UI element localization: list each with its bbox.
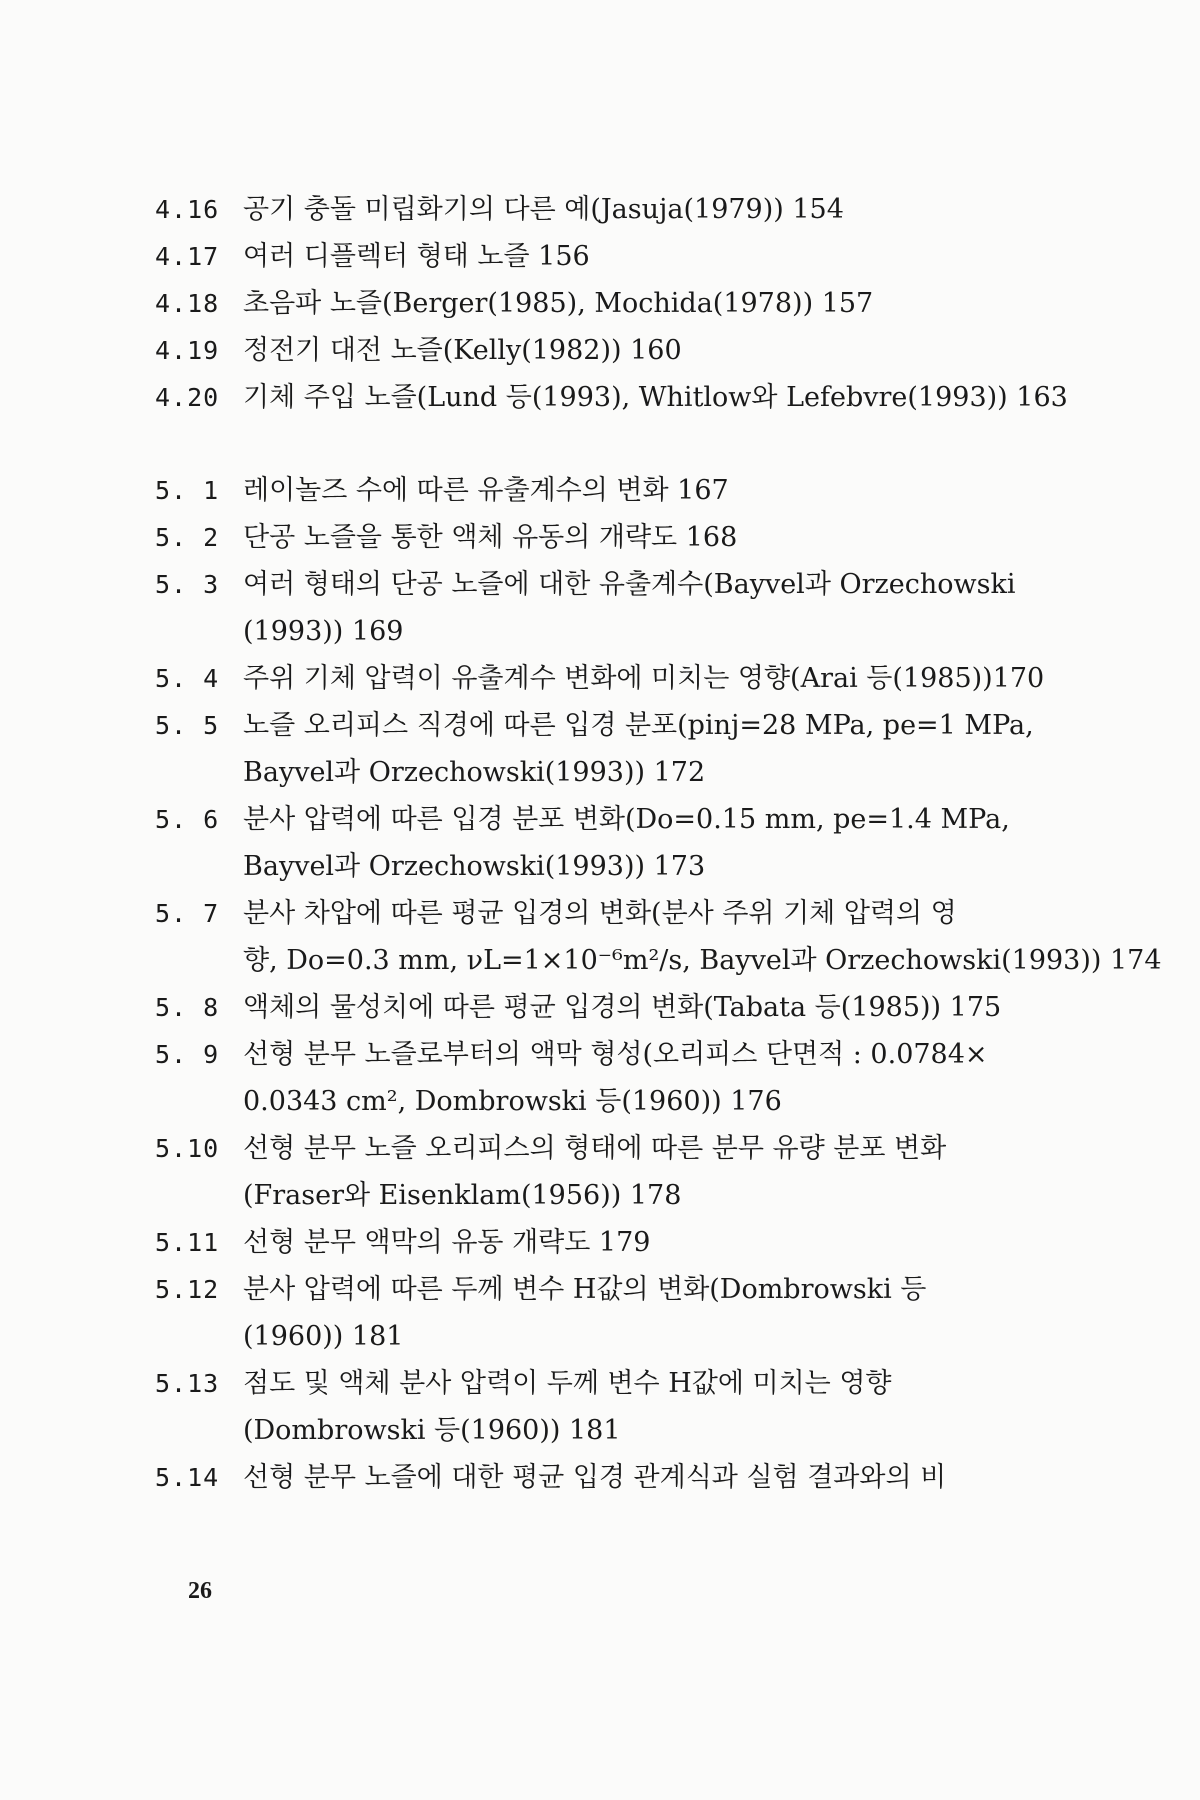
entry-title: 초음파 노즐(Berger(1985), Mochida(1978)) 157 bbox=[243, 288, 874, 319]
entry-title: 분사 차압에 따른 평균 입경의 변화(분사 주위 기체 압력의 영 bbox=[243, 898, 957, 929]
figure-list-section-4 bbox=[0, 186, 1200, 421]
entry-title: 주위 기체 압력이 유출계수 변화에 미치는 영향(Arai 등(1985))170 bbox=[243, 663, 1045, 694]
entry-number: 5.13 bbox=[155, 1369, 220, 1398]
entry-title: 액체의 물성치에 따른 평균 입경의 변화(Tabata 등(1985)) 175 bbox=[243, 992, 1002, 1023]
list-entry bbox=[0, 1125, 1200, 1219]
entry-title: 기체 주입 노즐(Lund 등(1993), Whitlow와 Lefebvre(1993)) 163 bbox=[243, 382, 1068, 413]
figure-list-section-5 bbox=[0, 467, 1200, 1501]
entry-number: 5. 2 bbox=[155, 523, 220, 552]
entry-number: 5. 6 bbox=[155, 805, 220, 834]
list-entry bbox=[0, 655, 1200, 702]
entry-title-continued: (Fraser와 Eisenklam(1956)) 178 bbox=[243, 1180, 682, 1211]
entry-title: 레이놀즈 수에 따른 유출계수의 변화 167 bbox=[243, 475, 729, 506]
entry-number: 4.18 bbox=[155, 289, 220, 318]
entry-title-continued: Bayvel과 Orzechowski(1993)) 173 bbox=[243, 851, 706, 882]
entry-number: 5. 7 bbox=[155, 899, 220, 928]
entry-title: 정전기 대전 노즐(Kelly(1982)) 160 bbox=[243, 335, 682, 366]
list-entry bbox=[0, 1266, 1200, 1360]
list-entry bbox=[0, 984, 1200, 1031]
entry-title-continued: (1960)) 181 bbox=[243, 1321, 404, 1352]
entry-number: 5. 4 bbox=[155, 664, 220, 693]
entry-title-continued: (1993)) 169 bbox=[243, 616, 404, 647]
page-number: 26 bbox=[188, 1578, 212, 1604]
entry-title-continued: 0.0343 cm², Dombrowski 등(1960)) 176 bbox=[243, 1086, 782, 1117]
entry-number: 4.17 bbox=[155, 242, 220, 271]
entry-number: 4.20 bbox=[155, 383, 220, 412]
entry-title: 선형 분무 액막의 유동 개략도 179 bbox=[243, 1227, 651, 1258]
list-entry bbox=[0, 1454, 1200, 1501]
entry-number: 5.10 bbox=[155, 1134, 220, 1163]
entry-number: 5.11 bbox=[155, 1228, 220, 1257]
entry-title: 노즐 오리피스 직경에 따른 입경 분포(pinj=28 MPa, pe=1 MPa, bbox=[243, 710, 1034, 741]
entry-title: 선형 분무 노즐에 대한 평균 입경 관계식과 실험 결과와의 비 bbox=[243, 1462, 947, 1493]
list-entry bbox=[0, 327, 1200, 374]
list-entry bbox=[0, 1219, 1200, 1266]
entry-title: 여러 형태의 단공 노즐에 대한 유출계수(Bayvel과 Orzechowski bbox=[243, 569, 1016, 600]
entry-title: 분사 압력에 따른 두께 변수 H값의 변화(Dombrowski 등 bbox=[243, 1274, 927, 1305]
entry-title: 선형 분무 노즐로부터의 액막 형성(오리피스 단면적 : 0.0784× bbox=[243, 1039, 988, 1070]
list-entry bbox=[0, 186, 1200, 233]
list-entry bbox=[0, 514, 1200, 561]
entry-number: 4.19 bbox=[155, 336, 220, 365]
entry-title: 분사 압력에 따른 입경 분포 변화(Do=0.15 mm, pe=1.4 MPa, bbox=[243, 804, 1010, 835]
list-entry bbox=[0, 890, 1200, 984]
list-entry bbox=[0, 1360, 1200, 1454]
entry-number: 5. 9 bbox=[155, 1040, 220, 1069]
entry-title: 공기 충돌 미립화기의 다른 예(Jasuja(1979)) 154 bbox=[243, 194, 844, 225]
entry-number: 5. 8 bbox=[155, 993, 220, 1022]
entry-number: 4.16 bbox=[155, 195, 220, 224]
list-entry bbox=[0, 467, 1200, 514]
entry-title: 선형 분무 노즐 오리피스의 형태에 따른 분무 유량 분포 변화 bbox=[243, 1133, 947, 1164]
list-entry bbox=[0, 280, 1200, 327]
list-entry bbox=[0, 561, 1200, 655]
list-entry bbox=[0, 374, 1200, 421]
entry-number: 5. 3 bbox=[155, 570, 220, 599]
list-entry bbox=[0, 702, 1200, 796]
entry-number: 5. 1 bbox=[155, 476, 220, 505]
entry-title: 점도 및 액체 분사 압력이 두께 변수 H값에 미치는 영향 bbox=[243, 1368, 892, 1399]
entry-number: 5.12 bbox=[155, 1275, 220, 1304]
entry-title: 단공 노즐을 통한 액체 유동의 개략도 168 bbox=[243, 522, 738, 553]
list-entry bbox=[0, 233, 1200, 280]
entry-title: 여러 디플렉터 형태 노즐 156 bbox=[243, 241, 590, 272]
list-entry bbox=[0, 796, 1200, 890]
entry-number: 5. 5 bbox=[155, 711, 220, 740]
entry-title-continued: Bayvel과 Orzechowski(1993)) 172 bbox=[243, 757, 706, 788]
entry-number: 5.14 bbox=[155, 1463, 220, 1492]
entry-title-continued: (Dombrowski 등(1960)) 181 bbox=[243, 1415, 621, 1446]
entry-title-continued: 향, Do=0.3 mm, νL=1×10⁻⁶m²/s, Bayvel과 Orzechowski(1993)) 174 bbox=[243, 945, 1162, 976]
list-entry bbox=[0, 1031, 1200, 1125]
